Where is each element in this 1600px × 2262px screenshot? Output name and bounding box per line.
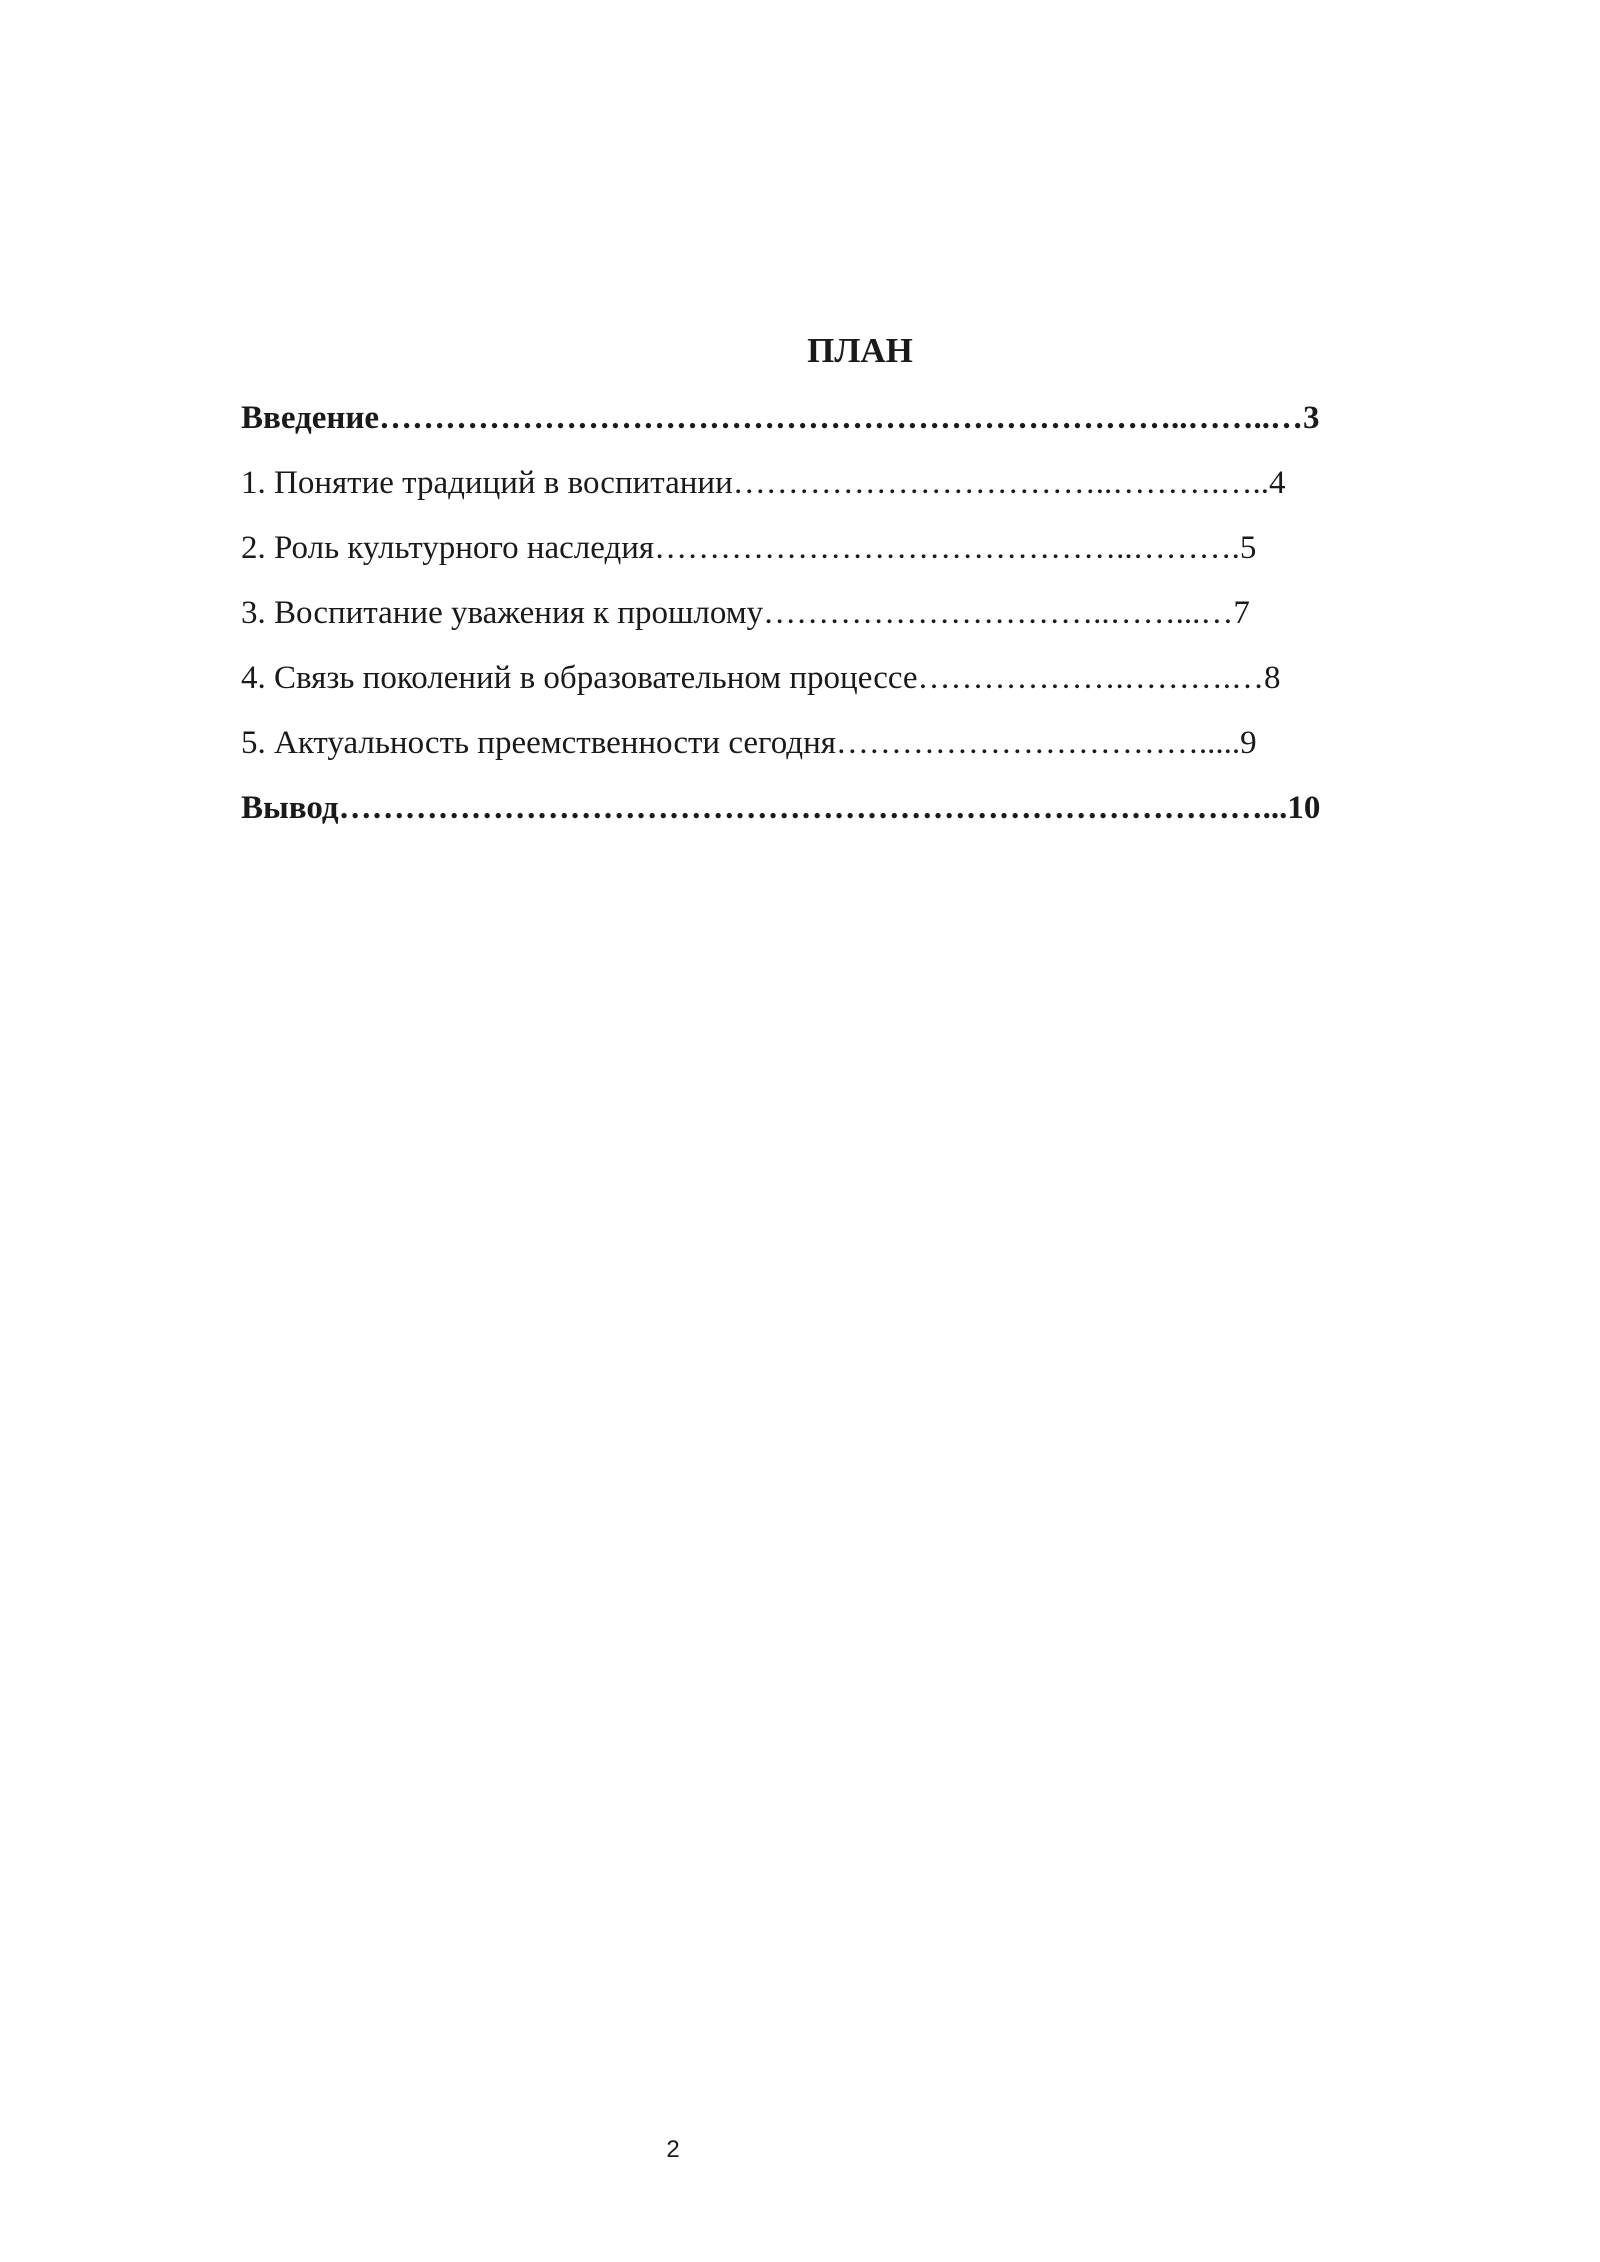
toc-entry-2: 2. Роль культурного наследия……………………………………..……….5 <box>241 530 1257 566</box>
toc-entry-5: 5. Актуальность преемственности сегодня…………………………….....9 <box>241 725 1257 761</box>
toc-entry-conclusion: Вывод…………………………………………………………………………...10 <box>241 790 1321 826</box>
page-number: 2 <box>666 2136 680 2163</box>
toc-entry-introduction: Введение………………………………………………………………..……..…3 <box>241 400 1320 436</box>
table-of-contents <box>241 392 1481 847</box>
toc-entry-1: 1. Понятие традиций в воспитании……………………………..……….…..4 <box>241 465 1286 501</box>
page-title: ПЛАН <box>807 331 913 370</box>
toc-entry-4: 4. Связь поколений в образовательном процессе……………….……….…8 <box>241 660 1281 696</box>
toc-entry-3: 3. Воспитание уважения к прошлому…………………………..……...…7 <box>241 595 1250 631</box>
